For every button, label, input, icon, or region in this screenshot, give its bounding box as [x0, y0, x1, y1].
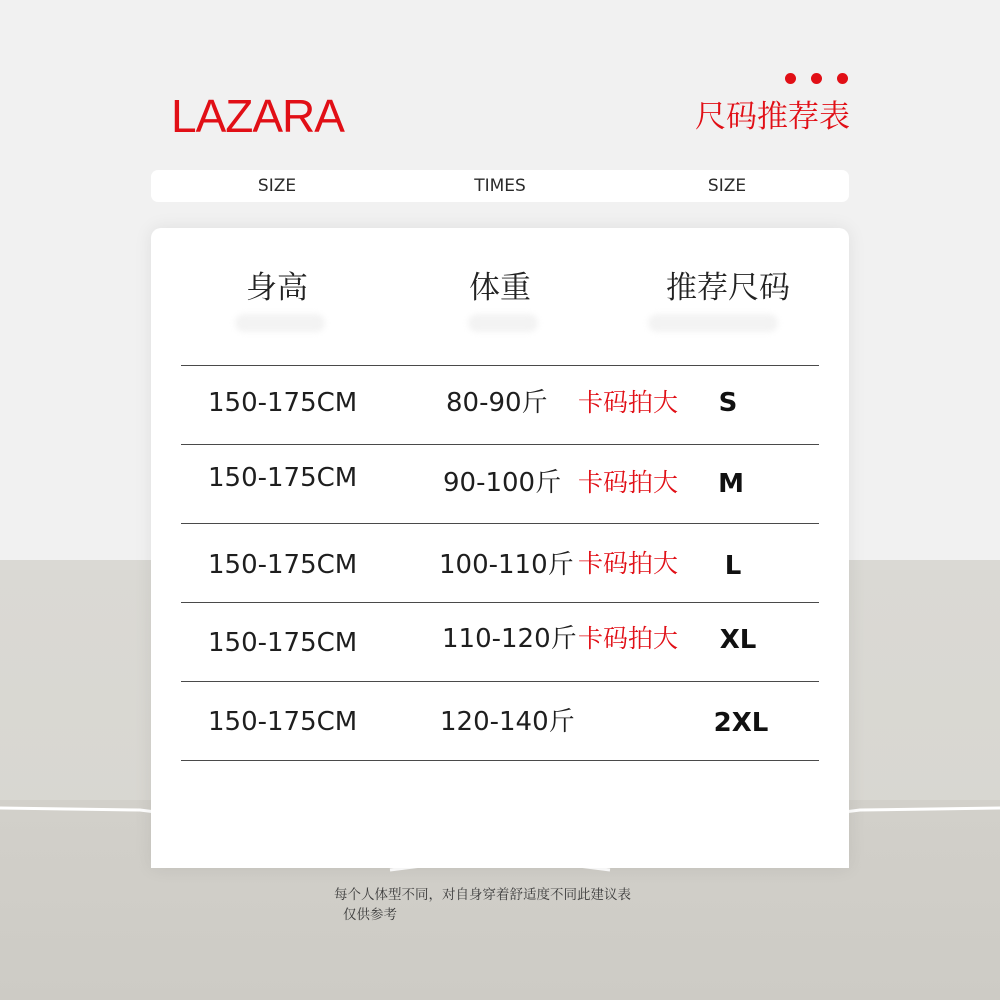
cell-weight: 90-100斤 — [443, 468, 562, 498]
cell-tag: 卡码拍大 — [578, 549, 679, 578]
footnote-line-1: 每个人体型不同，对自身穿着舒适度不同此建议表 — [334, 887, 631, 903]
brand-logo: LAZARA — [171, 90, 344, 142]
header-label-times: TIMES — [474, 176, 526, 196]
cell-weight: 100-110斤 — [439, 550, 574, 580]
cell-size: S — [718, 388, 738, 418]
cell-height: 150-175CM — [208, 388, 358, 418]
table-divider — [181, 681, 819, 682]
cell-size: 2XL — [713, 708, 769, 738]
table-divider — [181, 760, 819, 761]
table-divider — [181, 602, 819, 603]
column-header-height: 身高 — [246, 270, 308, 306]
column-header-weight: 体重 — [469, 270, 531, 306]
cell-weight: 110-120斤 — [442, 624, 577, 654]
cell-size: M — [718, 469, 744, 499]
column-header-size: 推荐尺码 — [666, 270, 790, 306]
blurred-subtitle — [648, 314, 778, 332]
cell-size: XL — [719, 625, 757, 655]
blurred-subtitle — [468, 314, 538, 332]
footnote-line-2: 仅供参考 — [343, 907, 397, 923]
cell-height: 150-175CM — [208, 550, 358, 580]
header-label-size-2: SIZE — [707, 176, 747, 196]
header-bar — [151, 170, 849, 202]
cell-height: 150-175CM — [208, 628, 358, 658]
cell-tag: 卡码拍大 — [578, 624, 679, 653]
table-divider — [181, 365, 819, 366]
table-divider — [181, 444, 819, 445]
cell-weight: 120-140斤 — [440, 707, 575, 737]
header-label-size: SIZE — [257, 176, 297, 196]
dots-icon — [785, 73, 849, 85]
cell-weight: 80-90斤 — [446, 388, 548, 418]
cell-height: 150-175CM — [208, 707, 358, 737]
cell-height: 150-175CM — [208, 463, 358, 493]
cell-size: L — [724, 551, 742, 581]
cell-tag: 卡码拍大 — [578, 468, 679, 497]
table-divider — [181, 523, 819, 524]
blurred-subtitle — [235, 314, 325, 332]
cell-tag: 卡码拍大 — [578, 388, 679, 417]
page-title: 尺码推荐表 — [695, 99, 850, 135]
